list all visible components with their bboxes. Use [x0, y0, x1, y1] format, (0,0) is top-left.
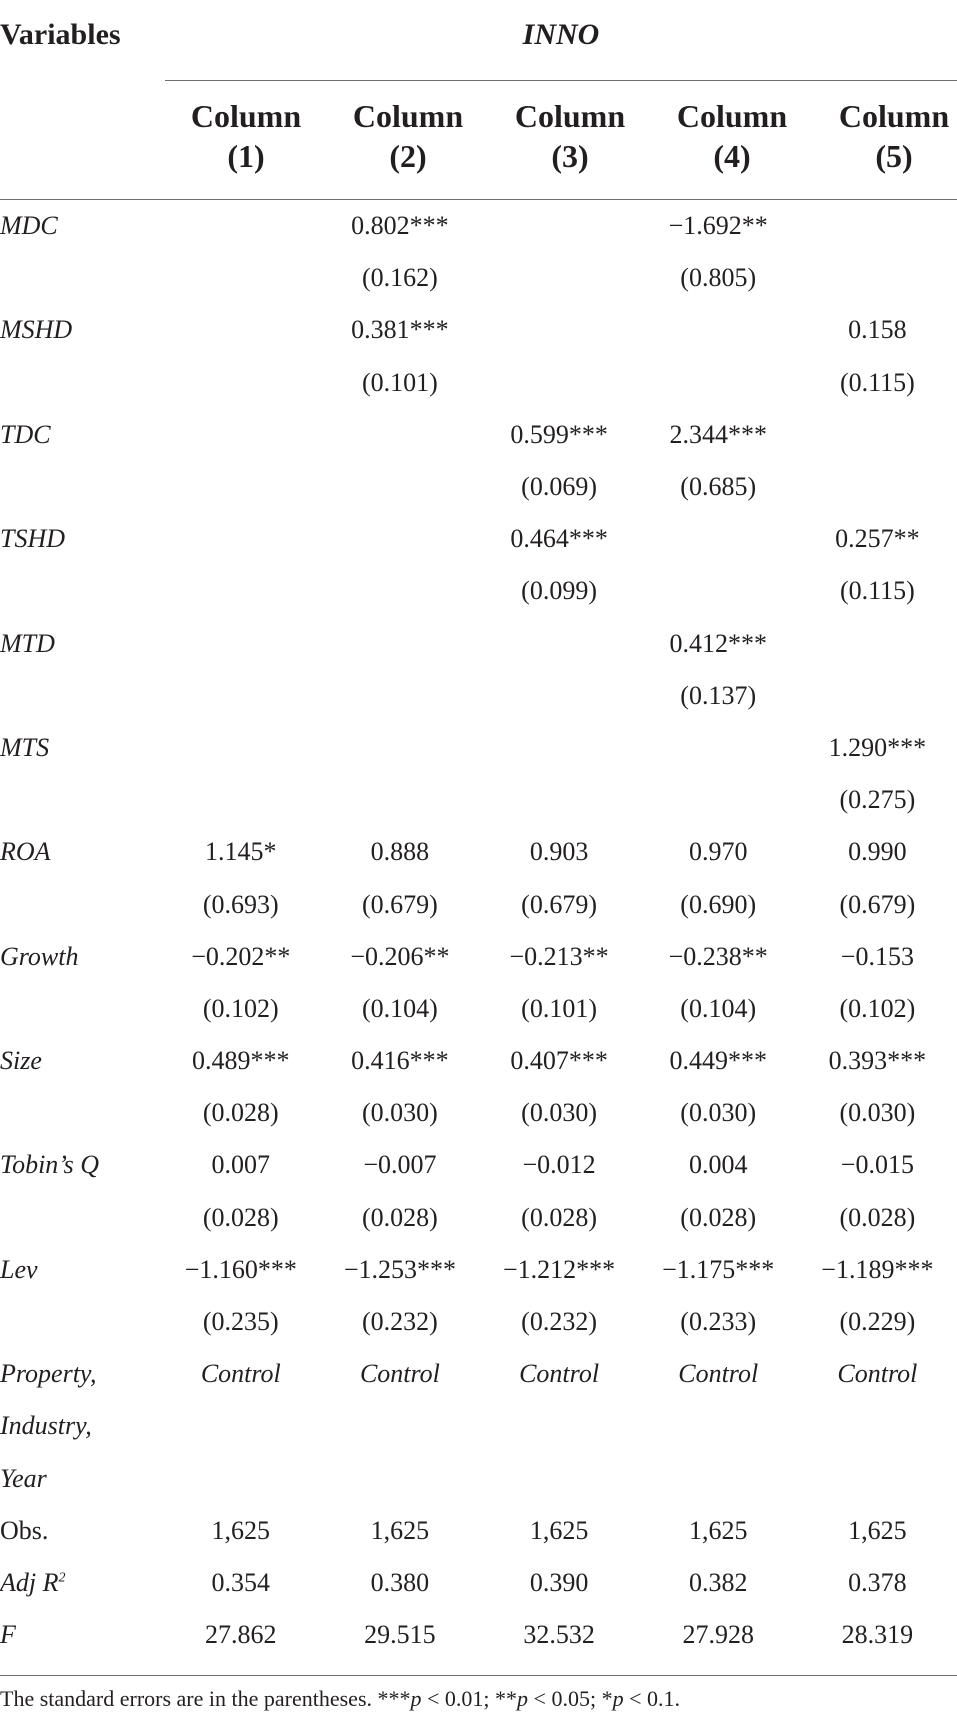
table-cell-col3: (0.028) — [521, 1202, 597, 1232]
row-label-text: MDC — [0, 211, 58, 241]
table-cell-col2: 0.416*** — [351, 1046, 449, 1076]
column-header-4-line1: Column — [676, 98, 788, 134]
table-cell-col1 — [161, 618, 320, 670]
table-cell-col1 — [161, 565, 320, 617]
table-cell-col5: (0.030) — [839, 1098, 916, 1128]
table-cell-col4: 27.928 — [682, 1620, 754, 1650]
table-cell-col1: (0.235) — [202, 1307, 279, 1337]
table-cell-col2 — [320, 618, 479, 670]
footnote-p-1: p — [410, 1686, 422, 1711]
table-cell-col1 — [161, 1400, 320, 1452]
table-cell-col3: 0.464*** — [510, 524, 608, 554]
table-cell-col2: −1.253*** — [343, 1254, 457, 1284]
table-cell-col3 — [480, 304, 639, 356]
table-cell-col3: 0.390 — [529, 1567, 589, 1597]
table-cell-col5: 0.378 — [848, 1567, 907, 1597]
table-cell-col5: 0.393*** — [828, 1046, 927, 1076]
table-row — [0, 1609, 957, 1661]
table-cell-col2: (0.679) — [362, 889, 438, 919]
variables-header: Variables — [0, 18, 121, 51]
table-cell-col2: (0.030) — [362, 1098, 438, 1128]
row-label — [0, 409, 161, 461]
table-cell-col5: 28.319 — [841, 1620, 914, 1650]
row-label — [0, 1139, 161, 1191]
table-row — [0, 1348, 957, 1400]
table-cell-col1: Control — [200, 1359, 281, 1389]
table-row — [0, 670, 957, 722]
column-header-4 — [651, 96, 813, 176]
row-label — [0, 357, 161, 409]
table-cell-col1 — [161, 409, 320, 461]
row-label — [0, 1557, 161, 1609]
table-cell-col2: (0.104) — [362, 993, 438, 1023]
table-cell-col1 — [161, 722, 320, 774]
table-cell-col4 — [639, 357, 798, 409]
table-cell-col4 — [639, 304, 798, 356]
table-cell-col1 — [161, 252, 320, 304]
table-cell-col3: 0.407*** — [510, 1046, 608, 1076]
row-label-text: Industry, — [0, 1411, 92, 1441]
table-cell-col2 — [320, 670, 479, 722]
table-cell-col1: (0.028) — [202, 1098, 279, 1128]
table-cell-col2 — [320, 774, 479, 826]
table-cell-col2: (0.232) — [362, 1307, 438, 1337]
table-cell-col3: −0.213** — [509, 941, 609, 971]
table-cell-col1 — [161, 774, 320, 826]
row-label — [0, 1244, 161, 1296]
table-row — [0, 1557, 957, 1609]
table-row — [0, 565, 957, 617]
table-cell-col3 — [480, 252, 639, 304]
table-row — [0, 1244, 957, 1296]
column-header-3 — [489, 96, 651, 176]
table-cell-col3 — [480, 357, 639, 409]
table-cell-col4: 0.970 — [688, 837, 748, 867]
table-row — [0, 983, 957, 1035]
table-cell-col4: −1.692** — [668, 211, 768, 241]
column-header-2-line2: (2) — [389, 138, 427, 174]
table-cell-col4: (0.104) — [680, 993, 757, 1023]
table-row — [0, 1400, 957, 1452]
row-label — [0, 931, 161, 983]
table-cell-col1: 0.489*** — [192, 1046, 290, 1076]
table-row — [0, 878, 957, 930]
table-cell-col5: −1.189*** — [821, 1254, 934, 1284]
table-cell-col5 — [798, 409, 957, 461]
table-cell-col2: 0.802*** — [351, 211, 449, 241]
row-label-text: Tobin’s Q — [0, 1150, 99, 1180]
table-cell-col3 — [480, 722, 639, 774]
table-cell-col2: 0.888 — [370, 837, 430, 867]
row-label-superscript: 2 — [58, 1570, 66, 1586]
row-label — [0, 774, 161, 826]
table-cell-col1: 0.007 — [211, 1150, 271, 1180]
table-cell-col4: 2.344*** — [669, 419, 767, 449]
table-cell-col5 — [798, 461, 957, 513]
table-cell-col5: (0.229) — [839, 1307, 916, 1337]
table-cell-col4 — [639, 565, 798, 617]
table-row — [0, 931, 957, 983]
table-cell-col2: −0.206** — [350, 941, 450, 971]
table-cell-col5 — [798, 1453, 957, 1505]
table-cell-col2: 29.515 — [364, 1620, 436, 1650]
table-cell-col2: (0.101) — [362, 367, 438, 397]
table-cell-col5 — [798, 618, 957, 670]
row-label — [0, 878, 161, 930]
table-cell-col5 — [798, 200, 957, 252]
footnote-cond-2: < 0.05; — [528, 1686, 602, 1711]
table-cell-col4: (0.137) — [680, 680, 757, 710]
table-cell-col2: (0.162) — [362, 263, 438, 293]
row-label — [0, 1348, 161, 1400]
row-label — [0, 461, 161, 513]
table-cell-col3: 0.599*** — [510, 419, 608, 449]
column-header-2-line1: Column — [352, 98, 464, 134]
row-label-text: TSHD — [0, 524, 66, 554]
dependent-variable-header: INNO — [522, 18, 600, 51]
row-label — [0, 618, 161, 670]
column-header-1-line2: (1) — [227, 138, 265, 174]
table-cell-col3 — [480, 774, 639, 826]
table-row — [0, 826, 957, 878]
table-cell-col3: (0.679) — [521, 889, 597, 919]
table-cell-col5: (0.115) — [839, 576, 915, 606]
table-cell-col2 — [320, 1400, 479, 1452]
table-cell-col1: (0.693) — [202, 889, 279, 919]
table-cell-col2: (0.028) — [362, 1202, 438, 1232]
table-cell-col1: 0.354 — [211, 1567, 271, 1597]
table-row — [0, 357, 957, 409]
footnote-lead: The standard errors are in the parentheses. — [0, 1686, 378, 1711]
table-cell-col2 — [320, 513, 479, 565]
table-cell-col4: (0.690) — [680, 889, 757, 919]
table-cell-col1 — [161, 1453, 320, 1505]
row-label-text: MTD — [0, 628, 55, 658]
table-cell-col4: −1.175*** — [662, 1254, 775, 1284]
footnote-stars-1: *** — [377, 1686, 411, 1711]
table-bottom-rule — [0, 1675, 957, 1676]
table-cell-col5: −0.153 — [840, 941, 914, 971]
row-label-text: F — [0, 1620, 16, 1650]
row-label — [0, 200, 161, 252]
row-label — [0, 722, 161, 774]
table-cell-col5: (0.275) — [839, 785, 916, 815]
row-label — [0, 304, 161, 356]
table-row — [0, 409, 957, 461]
table-cell-col2 — [320, 565, 479, 617]
table-cell-col1: (0.028) — [202, 1202, 279, 1232]
table-cell-col1 — [161, 461, 320, 513]
table-cell-col4: 0.004 — [688, 1150, 748, 1180]
table-cell-col3 — [480, 618, 639, 670]
table-cell-col5: 0.257** — [835, 524, 920, 554]
row-label-text: MSHD — [0, 315, 73, 345]
row-label-text: ROA — [0, 837, 51, 867]
table-cell-col5 — [798, 670, 957, 722]
table-cell-col5: 1,625 — [848, 1515, 907, 1545]
row-label — [0, 1035, 161, 1087]
table-cell-col5 — [798, 252, 957, 304]
table-row — [0, 461, 957, 513]
table-cell-col3: 1,625 — [529, 1515, 589, 1545]
table-cell-col4: 0.449*** — [669, 1046, 767, 1076]
table-cell-col1: −1.160*** — [184, 1254, 297, 1284]
table-cell-col1: 1.145* — [205, 837, 277, 867]
table-cell-col3: (0.069) — [521, 472, 597, 502]
row-label — [0, 983, 161, 1035]
table-cell-col5: (0.028) — [839, 1202, 916, 1232]
row-label-text: Obs. — [0, 1515, 49, 1545]
row-label-text: MTS — [0, 732, 50, 762]
table-cell-col3: 32.532 — [523, 1620, 595, 1650]
row-label — [0, 826, 161, 878]
table-cell-col1 — [161, 304, 320, 356]
row-label-text: Size — [0, 1046, 42, 1076]
column-header-5-line2: (5) — [875, 138, 913, 174]
table-row — [0, 1139, 957, 1191]
table-cell-col3 — [480, 1453, 639, 1505]
table-row — [0, 1035, 957, 1087]
table-cell-col1 — [161, 357, 320, 409]
table-cell-col5 — [798, 1400, 957, 1452]
table-cell-col1 — [161, 670, 320, 722]
table-row — [0, 200, 957, 252]
table-row — [0, 1296, 957, 1348]
table-cell-col5: Control — [837, 1359, 918, 1389]
table-cell-col2 — [320, 1453, 479, 1505]
table-cell-col3: (0.101) — [521, 993, 597, 1023]
table-cell-col3: (0.099) — [521, 576, 597, 606]
table-row — [0, 1505, 957, 1557]
table-row — [0, 722, 957, 774]
table-cell-col2: Control — [359, 1359, 440, 1389]
table-row — [0, 618, 957, 670]
table-footnote — [0, 1686, 680, 1712]
row-label — [0, 1192, 161, 1244]
table-cell-col1: 27.862 — [205, 1620, 277, 1650]
table-cell-col4: (0.233) — [680, 1307, 757, 1337]
table-cell-col3 — [480, 670, 639, 722]
column-header-2 — [327, 96, 489, 176]
table-cell-col1 — [161, 513, 320, 565]
column-header-1-line1: Column — [190, 98, 302, 134]
row-label-text: Lev — [0, 1254, 38, 1284]
table-cell-col5: (0.102) — [839, 993, 916, 1023]
footnote-p-2: p — [517, 1686, 529, 1711]
table-cell-col3: 0.903 — [529, 837, 589, 867]
table-row — [0, 1453, 957, 1505]
table-cell-col4: Control — [678, 1359, 759, 1389]
row-label-text: Growth — [0, 941, 79, 971]
table-cell-col1: −0.202** — [191, 941, 291, 971]
table-body — [0, 200, 957, 1661]
footnote-stars-3: * — [601, 1686, 613, 1711]
table-cell-col4: −0.238** — [668, 941, 768, 971]
table-cell-col3: (0.232) — [521, 1307, 597, 1337]
row-label-text: TDC — [0, 419, 51, 449]
table-cell-col4: 1,625 — [688, 1515, 748, 1545]
row-label — [0, 1087, 161, 1139]
table-cell-col3: (0.030) — [521, 1098, 597, 1128]
table-cell-col2 — [320, 722, 479, 774]
table-cell-col1: 1,625 — [211, 1515, 271, 1545]
table-cell-col4: (0.030) — [680, 1098, 757, 1128]
table-cell-col4 — [639, 1453, 798, 1505]
table-cell-col5: (0.115) — [839, 367, 915, 397]
row-label — [0, 513, 161, 565]
table-cell-col1 — [161, 200, 320, 252]
table-cell-col5: 1.290*** — [828, 732, 927, 762]
column-header-5-line1: Column — [838, 98, 950, 134]
table-cell-col2 — [320, 461, 479, 513]
row-label-text: Adj R — [0, 1567, 59, 1597]
table-cell-col4 — [639, 722, 798, 774]
table-cell-col2: 0.380 — [370, 1567, 430, 1597]
table-cell-col4: 0.382 — [688, 1567, 748, 1597]
table-cell-col4 — [639, 1400, 798, 1452]
table-row — [0, 252, 957, 304]
table-cell-col4: (0.685) — [680, 472, 757, 502]
table-row — [0, 774, 957, 826]
row-label — [0, 1609, 161, 1661]
table-cell-col3: Control — [519, 1359, 600, 1389]
column-header-3-line1: Column — [514, 98, 626, 134]
row-label — [0, 1296, 161, 1348]
table-cell-col5: −0.015 — [840, 1150, 914, 1180]
column-header-5 — [813, 96, 957, 176]
row-label — [0, 1505, 161, 1557]
table-row — [0, 513, 957, 565]
table-cell-col4: (0.805) — [680, 263, 757, 293]
group-underline — [165, 80, 957, 81]
table-cell-col2 — [320, 409, 479, 461]
footnote-cond-1: < 0.01; — [421, 1686, 496, 1711]
table-cell-col2: 0.381*** — [351, 315, 449, 345]
table-cell-col3: −1.212*** — [502, 1254, 616, 1284]
column-header-3-line2: (3) — [551, 138, 589, 174]
table-row — [0, 304, 957, 356]
table-cell-col2: 1,625 — [370, 1515, 430, 1545]
footnote-p-3: p — [612, 1686, 624, 1711]
row-label — [0, 1453, 161, 1505]
row-label-text: Year — [0, 1463, 47, 1493]
table-cell-col1: (0.102) — [202, 993, 279, 1023]
row-label — [0, 670, 161, 722]
table-cell-col3 — [480, 200, 639, 252]
row-label — [0, 252, 161, 304]
table-cell-col4: 0.412*** — [669, 628, 767, 658]
column-header-1 — [165, 96, 327, 176]
row-label — [0, 565, 161, 617]
table-cell-col3: −0.012 — [522, 1150, 596, 1180]
table-cell-col5: 0.990 — [848, 837, 907, 867]
footnote-cond-3: < 0.1. — [623, 1686, 680, 1711]
row-label-text: Property, — [0, 1359, 97, 1389]
table-cell-col4 — [639, 774, 798, 826]
table-cell-col5: 0.158 — [848, 315, 907, 345]
row-label — [0, 1400, 161, 1452]
table-cell-col3 — [480, 1400, 639, 1452]
table-row — [0, 1192, 957, 1244]
table-cell-col2: −0.007 — [363, 1150, 437, 1180]
table-row — [0, 1087, 957, 1139]
table-cell-col4 — [639, 513, 798, 565]
table-cell-col5: (0.679) — [839, 889, 916, 919]
table-cell-col4: (0.028) — [680, 1202, 757, 1232]
column-header-4-line2: (4) — [713, 138, 751, 174]
footnote-stars-2: ** — [495, 1686, 518, 1711]
